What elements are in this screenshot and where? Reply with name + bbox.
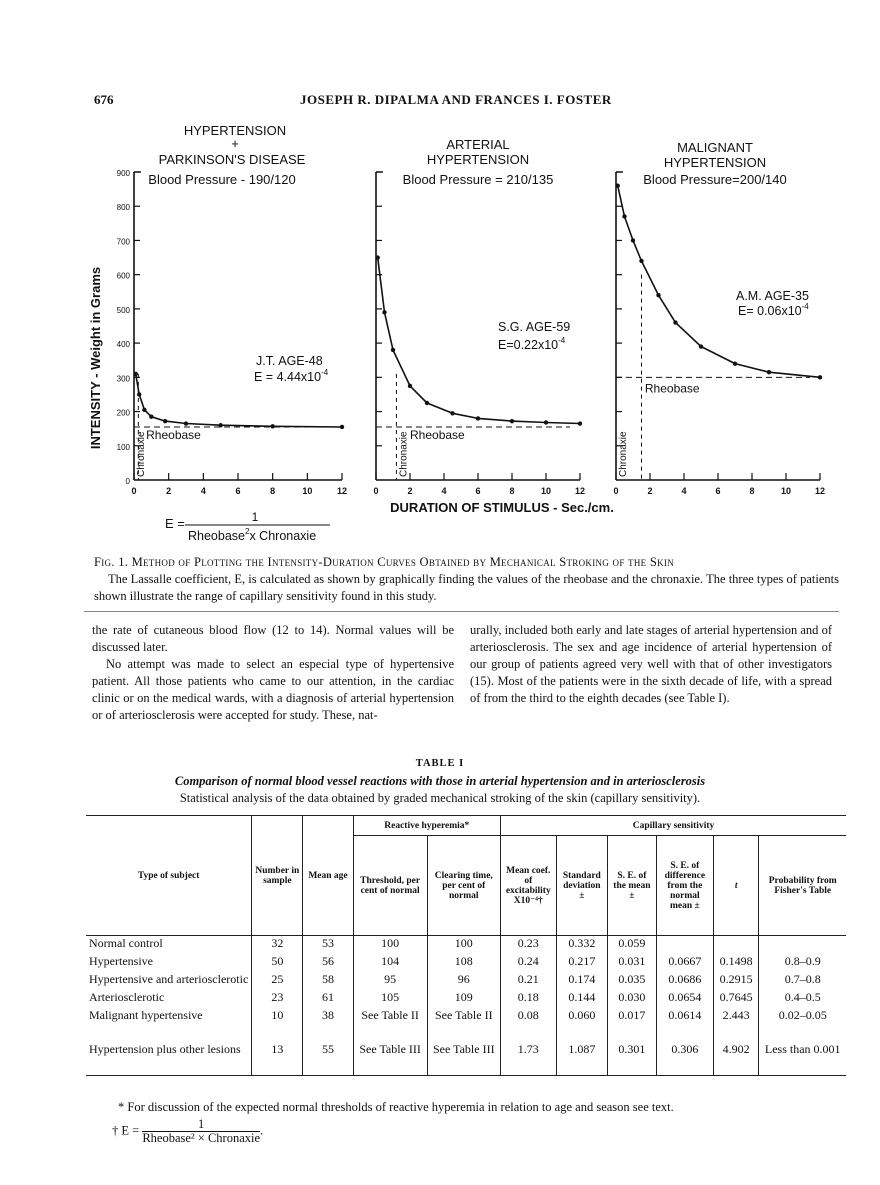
cell-prob: 0.7–0.8 — [759, 972, 846, 990]
x-tick-label: 10 — [302, 486, 313, 496]
cell-sd: 0.174 — [556, 972, 607, 990]
y-tick-label: 200 — [116, 408, 130, 418]
table-title: Comparison of normal blood vessel reactions with those in arterial hypertension and in arteriosclerosis — [174, 774, 706, 788]
paragraph: the rate of cutaneous blood flow (12 to 14). Normal values will be discussed later. — [92, 623, 454, 654]
cell-se: 0.035 — [608, 972, 657, 990]
data-point — [578, 421, 582, 425]
formula-numerator: 1 — [251, 510, 259, 524]
paragraph: No attempt was made to select an especial type of hypertensive patient. All those patients who came to our attention, in the cardiac clinic or on the medical wards, with a diagnosis of arterial hypertension or of arteriosclerosis were accepted for study. These, nat- — [92, 657, 454, 722]
y-tick-label: 0 — [125, 477, 130, 486]
cell-type: Hypertension plus other lesions — [89, 1041, 241, 1056]
cell-t: 0.7645 — [713, 990, 759, 1008]
body-column-left — [92, 622, 454, 724]
cell-age: 53 — [303, 936, 353, 954]
panel2-e-value: $E=0.22x10^{-4}$ — [498, 336, 566, 352]
cell-sd: 0.060 — [556, 1008, 607, 1042]
data-point — [142, 408, 146, 412]
running-title: JOSEPH R. DIPALMA AND FRANCES I. FOSTER — [300, 92, 612, 107]
table-body — [86, 936, 846, 1076]
cell-clearing: 96 — [427, 972, 500, 990]
header-age: Mean age — [303, 816, 353, 936]
x-tick-label: 4 — [441, 486, 447, 496]
panel1-plus: + — [231, 136, 239, 151]
panel2-patient: S.G. AGE-59 — [498, 320, 571, 334]
intensity-duration-figure — [80, 118, 840, 548]
x-tick-label: 2 — [166, 486, 172, 496]
cell-se-diff: 0.0654 — [656, 990, 713, 1008]
cell-mean-coef: 0.24 — [500, 954, 556, 972]
header-clearing: Clearing time, per cent of normal — [427, 836, 500, 936]
cell-number: 13 — [252, 1042, 303, 1076]
cell-clearing: 108 — [427, 954, 500, 972]
formula-denominator: Rheobase$^2$x Chronaxie — [188, 527, 317, 543]
y-tick-label: 800 — [116, 203, 130, 213]
data-point — [544, 420, 548, 424]
table-subtitle: Statistical analysis of the data obtained by graded mechanical stroking of the skin (capillary sensitivity). — [179, 791, 701, 805]
cell-threshold: 104 — [353, 954, 427, 972]
cell-type: Arteriosclerotic — [89, 989, 165, 1004]
header-threshold: Threshold, per cent of normal — [353, 836, 427, 936]
header-group-reactive: Reactive hyperemia* — [353, 816, 500, 836]
chronaxie-label: Chronaxie — [136, 431, 147, 477]
panels — [131, 172, 825, 496]
figure-caption-text: The Lassalle coefficient, E, is calculated as shown by graphically finding the values of the rheobase and the chronaxie. The three types of patients shown illustrate the range of capillary sensitivity found in this study. — [94, 572, 839, 603]
data-point — [450, 411, 454, 415]
cell-threshold: See Table II — [353, 1008, 427, 1042]
data-point — [218, 423, 222, 427]
y-tick-label: 600 — [116, 271, 130, 281]
figure-caption-label: Fig. 1. Method of Plotting the Intensity-Duration Curves Obtained by Mechanical Stroking of the Skin — [94, 555, 675, 569]
cell-age: 61 — [303, 990, 353, 1008]
table-footnote-1: * For discussion of the expected normal thresholds of reactive hyperemia in relation to age and season see text. — [118, 1100, 674, 1114]
data-point — [184, 421, 188, 425]
x-tick-label: 12 — [336, 486, 348, 496]
cell-type: Hypertensive and arteriosclerotic — [89, 971, 249, 986]
y-tick-labels — [117, 169, 131, 486]
cell-sd: 0.144 — [556, 990, 607, 1008]
data-point — [163, 419, 167, 423]
header-number: Number in sample — [252, 816, 303, 936]
divider — [84, 611, 839, 612]
table-row — [86, 936, 846, 954]
data-point — [673, 320, 677, 324]
chronaxie-label: Chronaxie — [398, 431, 410, 477]
panel1-title: HYPERTENSION — [183, 123, 287, 138]
cell-threshold: 105 — [353, 990, 427, 1008]
cell-prob: 0.02–0.05 — [759, 1008, 846, 1042]
cell-mean-coef: 0.18 — [500, 990, 556, 1008]
data-point — [376, 255, 380, 259]
cell-age: 56 — [303, 954, 353, 972]
cell-age: 38 — [303, 1008, 353, 1042]
figure-1 — [80, 118, 840, 548]
y-tick-label: 300 — [116, 374, 130, 384]
cell-clearing: 109 — [427, 990, 500, 1008]
cell-se: 0.030 — [608, 990, 657, 1008]
cell-sd: 0.217 — [556, 954, 607, 972]
cell-se: 0.301 — [608, 1042, 657, 1076]
rheobase-label: Rheobase — [644, 381, 700, 396]
header-t: t — [713, 836, 759, 936]
x-tick-label: 8 — [749, 486, 755, 496]
data-point — [149, 414, 153, 418]
panel2-title-2: HYPERTENSION — [426, 152, 530, 167]
cell-mean-coef: 0.23 — [500, 936, 556, 954]
data-point — [510, 419, 514, 423]
panel1-e-value: $E = 4.44x10^{-4}$ — [254, 368, 329, 384]
panel-1 — [131, 172, 347, 496]
x-tick-label: 2 — [407, 486, 413, 496]
x-tick-label: 6 — [715, 486, 721, 496]
panel-3 — [613, 172, 825, 496]
data-point — [733, 361, 737, 365]
panel1-bp: Blood Pressure - 190/120 — [148, 172, 296, 187]
data-point — [425, 401, 429, 405]
cell-se: 0.031 — [608, 954, 657, 972]
header-prob: Probability from Fisher's Table — [759, 836, 846, 936]
cell-sd: 1.087 — [556, 1042, 607, 1076]
y-tick-label: 900 — [116, 169, 130, 178]
x-tick-label: 2 — [647, 486, 653, 496]
data-point — [818, 375, 822, 379]
cell-se-diff: 0.0686 — [656, 972, 713, 990]
x-tick-label: 8 — [509, 486, 515, 496]
header-group-capillary: Capillary sensitivity — [500, 816, 846, 836]
cell-t: 0.2915 — [713, 972, 759, 990]
cell-t — [713, 936, 759, 954]
cell-number: 25 — [252, 972, 303, 990]
figure-caption — [94, 554, 839, 605]
cell-prob: 0.8–0.9 — [759, 954, 846, 972]
panel-2 — [373, 172, 585, 496]
header-se: S. E. of the mean ± — [608, 836, 657, 936]
header-mean-coef: Mean coef. of excitability X10⁻⁴† — [500, 836, 556, 936]
chronaxie-label: Chronaxie — [618, 431, 629, 477]
rheobase-label: Rheobase — [410, 427, 465, 442]
data-point — [616, 183, 620, 187]
x-tick-label: 12 — [574, 486, 586, 496]
rheobase-label: Rheobase — [146, 427, 201, 442]
cell-se-diff: 0.0667 — [656, 954, 713, 972]
cell-clearing: See Table III — [427, 1042, 500, 1076]
formula-e: E = — [165, 516, 185, 531]
cell-age: 58 — [303, 972, 353, 990]
cell-prob: Less than 0.001 — [759, 1042, 846, 1076]
cell-number: 10 — [252, 1008, 303, 1042]
x-tick-label: 10 — [780, 486, 792, 496]
table-row — [86, 1008, 846, 1042]
x-tick-label: 0 — [373, 486, 379, 496]
x-tick-label: 0 — [613, 486, 619, 496]
cell-sd: 0.332 — [556, 936, 607, 954]
table-row — [86, 1042, 846, 1076]
y-tick-label: 400 — [116, 340, 130, 350]
panel2-title: ARTERIAL — [446, 137, 510, 152]
data-point — [631, 238, 635, 242]
x-tick-label: 8 — [270, 486, 276, 496]
cell-threshold: 100 — [353, 936, 427, 954]
data-point — [134, 372, 138, 376]
cell-t: 4.902 — [713, 1042, 759, 1076]
header-sd: Standard deviation ± — [556, 836, 607, 936]
cell-type: Hypertensive — [89, 953, 153, 968]
cell-number: 50 — [252, 954, 303, 972]
cell-mean-coef: 0.08 — [500, 1008, 556, 1042]
panel2-bp: Blood Pressure = 210/135 — [402, 172, 554, 187]
cell-se-diff — [656, 936, 713, 954]
y-tick-label: 500 — [116, 305, 130, 315]
x-tick-label: 6 — [235, 486, 241, 496]
x-tick-label: 12 — [814, 486, 826, 496]
panel3-title-2: HYPERTENSION — [663, 155, 767, 170]
data-point — [476, 416, 480, 420]
cell-clearing: 100 — [427, 936, 500, 954]
x-tick-label: 4 — [681, 486, 687, 496]
cell-t: 2.443 — [713, 1008, 759, 1042]
cell-type: Malignant hypertensive — [89, 1007, 203, 1022]
cell-se-diff: 0.0614 — [656, 1008, 713, 1042]
data-point — [137, 392, 141, 396]
panel3-bp: Blood Pressure=200/140 — [643, 172, 787, 187]
panel1-title-2: PARKINSON'S DISEASE — [158, 152, 306, 167]
data-point — [656, 293, 660, 297]
cell-type: Normal control — [89, 936, 163, 950]
cell-t: 0.1498 — [713, 954, 759, 972]
cell-prob: 0.4–0.5 — [759, 990, 846, 1008]
table-label: TABLE I — [415, 758, 465, 769]
y-tick-label: 100 — [116, 442, 130, 452]
header-type: Type of subject — [86, 816, 252, 936]
cell-age: 55 — [303, 1042, 353, 1076]
cell-number: 32 — [252, 936, 303, 954]
cell-threshold: 95 — [353, 972, 427, 990]
data-point — [767, 370, 771, 374]
cell-mean-coef: 0.21 — [500, 972, 556, 990]
cell-number: 23 — [252, 990, 303, 1008]
panel1-patient: J.T. AGE-48 — [256, 354, 323, 368]
page-number: 676 — [94, 92, 114, 107]
header-se-diff: S. E. of difference from the normal mean ± — [656, 836, 713, 936]
data-point — [622, 214, 626, 218]
x-tick-label: 0 — [131, 486, 137, 496]
cell-clearing: See Table II — [427, 1008, 500, 1042]
x-axis-label: DURATION OF STIMULUS - Sec./cm. — [390, 500, 614, 515]
y-tick-label: 700 — [116, 237, 130, 247]
y-axis-label: INTENSITY - Weight in Grams — [88, 266, 103, 450]
cell-se-diff: 0.306 — [656, 1042, 713, 1076]
x-tick-label: 4 — [200, 486, 206, 496]
data-point — [382, 310, 386, 314]
cell-mean-coef: 1.73 — [500, 1042, 556, 1076]
data-curve — [618, 186, 820, 378]
body-column-right — [470, 622, 832, 707]
cell-se: 0.017 — [608, 1008, 657, 1042]
panel3-title: MALIGNANT — [677, 140, 753, 155]
data-point — [408, 384, 412, 388]
data-point — [270, 424, 274, 428]
data-point — [639, 259, 643, 263]
table-row — [86, 990, 846, 1008]
data-point — [391, 348, 395, 352]
data-point — [699, 344, 703, 348]
table-row — [86, 954, 846, 972]
table-row — [86, 972, 846, 990]
table-footnote-2: † E = $\frac{1}{\text{Rheobase² × Chronaxie}}$ . — [112, 1117, 264, 1145]
paragraph: urally, included both early and late stages of arterial hypertension and of arteriosclerosis. The sex and age incidence of arterial hypertension of our group of patients agreed very well with that of other investigators (15). Most of the patients were in the sixth decade of life, with a spread of from the third to the eighth decades (see Table I). — [470, 623, 832, 705]
data-point — [340, 425, 344, 429]
cell-prob — [759, 936, 846, 954]
cell-se: 0.059 — [608, 936, 657, 954]
cell-threshold: See Table III — [353, 1042, 427, 1076]
panel3-e-value: $E= 0.06x10^{-4}$ — [738, 302, 809, 318]
table-1 — [86, 815, 846, 1076]
x-tick-label: 6 — [475, 486, 481, 496]
x-tick-label: 10 — [540, 486, 552, 496]
panel3-patient: A.M. AGE-35 — [736, 289, 809, 303]
